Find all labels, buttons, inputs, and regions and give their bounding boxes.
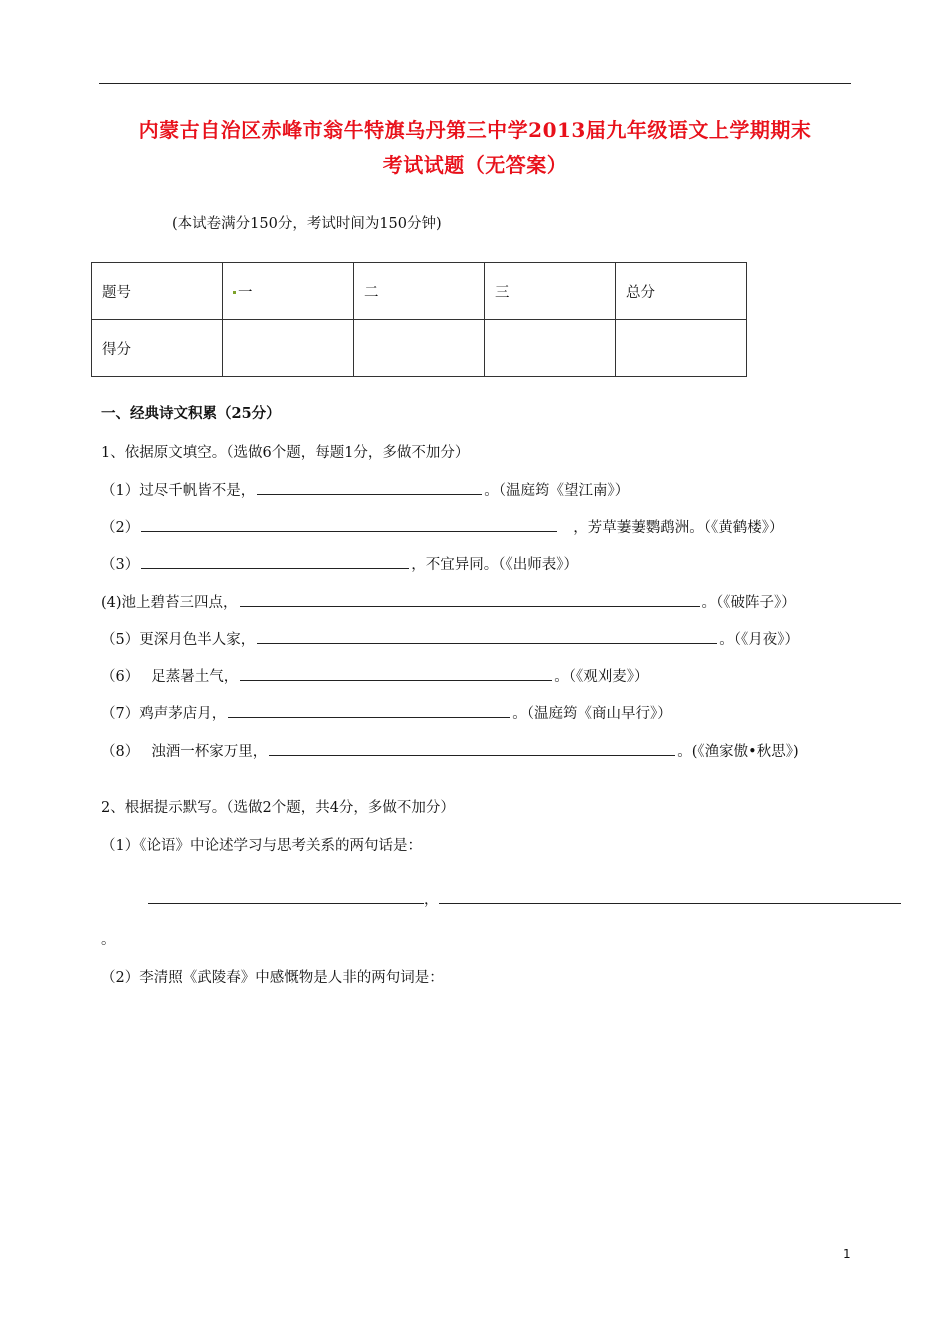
document-title-line1: 内蒙古自治区赤峰市翁牛特旗乌丹第三中学2013届九年级语文上学期期末 <box>138 118 812 142</box>
question-1-prompt: 1、依据原文填空。（选做6个题，每题1分，多做不加分） <box>101 445 470 461</box>
document-title-line2: 考试试题（无答案） <box>382 153 568 177</box>
answer-blank[interactable] <box>141 554 409 569</box>
answer-blank[interactable] <box>141 517 557 532</box>
answer-blank[interactable] <box>439 889 901 904</box>
table-cell: 三 <box>485 263 616 320</box>
table-row <box>92 263 747 320</box>
table-cell <box>616 320 747 377</box>
answer-blank[interactable] <box>257 480 482 495</box>
table-cell: 题号 <box>92 263 223 320</box>
table-cell <box>354 320 485 377</box>
fill-item-2: （2） ，芳草萋萋鹦鹉洲。（《黄鹤楼》） <box>101 516 783 537</box>
answer-blank[interactable] <box>228 703 510 718</box>
fill-item-4: (4)池上碧苔三四点， 。（《破阵子》） <box>101 591 796 612</box>
header-rule <box>99 83 851 84</box>
answer-blank[interactable] <box>257 629 717 644</box>
table-cell: 总分 <box>616 263 747 320</box>
answer-blank[interactable] <box>240 592 700 607</box>
fill-item-1: （1）过尽千帆皆不是， 。（温庭筠《望江南》） <box>101 479 629 500</box>
fill-item-7: （7）鸡声茅店月， 。（温庭筠《商山早行》） <box>101 702 672 723</box>
answer-blank[interactable] <box>148 889 424 904</box>
fill-item-3: （3） ，不宜异同。（《出师表》） <box>101 553 578 574</box>
marker-dot <box>233 291 236 294</box>
fill-item-6: （6） 足蒸暑土气， 。（《观刈麦》） <box>101 665 648 686</box>
answer-blank[interactable] <box>240 666 552 681</box>
fill-item-5: （5）更深月色半人家， 。（《月夜》） <box>101 628 799 649</box>
section-heading: 一、经典诗文积累（25分） <box>101 405 281 422</box>
fill-item-8: （8） 浊酒一杯家万里， 。(《渔家傲•秋思》) <box>101 740 799 761</box>
table-row <box>92 320 747 377</box>
page-number: 1 <box>843 1247 851 1261</box>
question-2-sub2: （2）李清照《武陵春》中感慨物是人非的两句词是： <box>101 970 444 986</box>
table-cell: 一 <box>223 263 354 320</box>
table-cell: 得分 <box>92 320 223 377</box>
table-cell: 二 <box>354 263 485 320</box>
table-cell <box>223 320 354 377</box>
sentence-end-mark: 。 <box>101 932 116 948</box>
question-2-prompt: 2、根据提示默写。（选做2个题，共4分，多做不加分） <box>101 800 455 816</box>
table-cell <box>485 320 616 377</box>
answer-blank[interactable] <box>269 741 675 756</box>
score-table <box>91 262 747 377</box>
exam-note: (本试卷满分150分，考试时间为150分钟) <box>172 216 442 232</box>
answer-line-row: ， <box>148 888 901 909</box>
question-2-sub1: （1）《论语》中论述学习与思考关系的两句话是： <box>101 838 422 854</box>
